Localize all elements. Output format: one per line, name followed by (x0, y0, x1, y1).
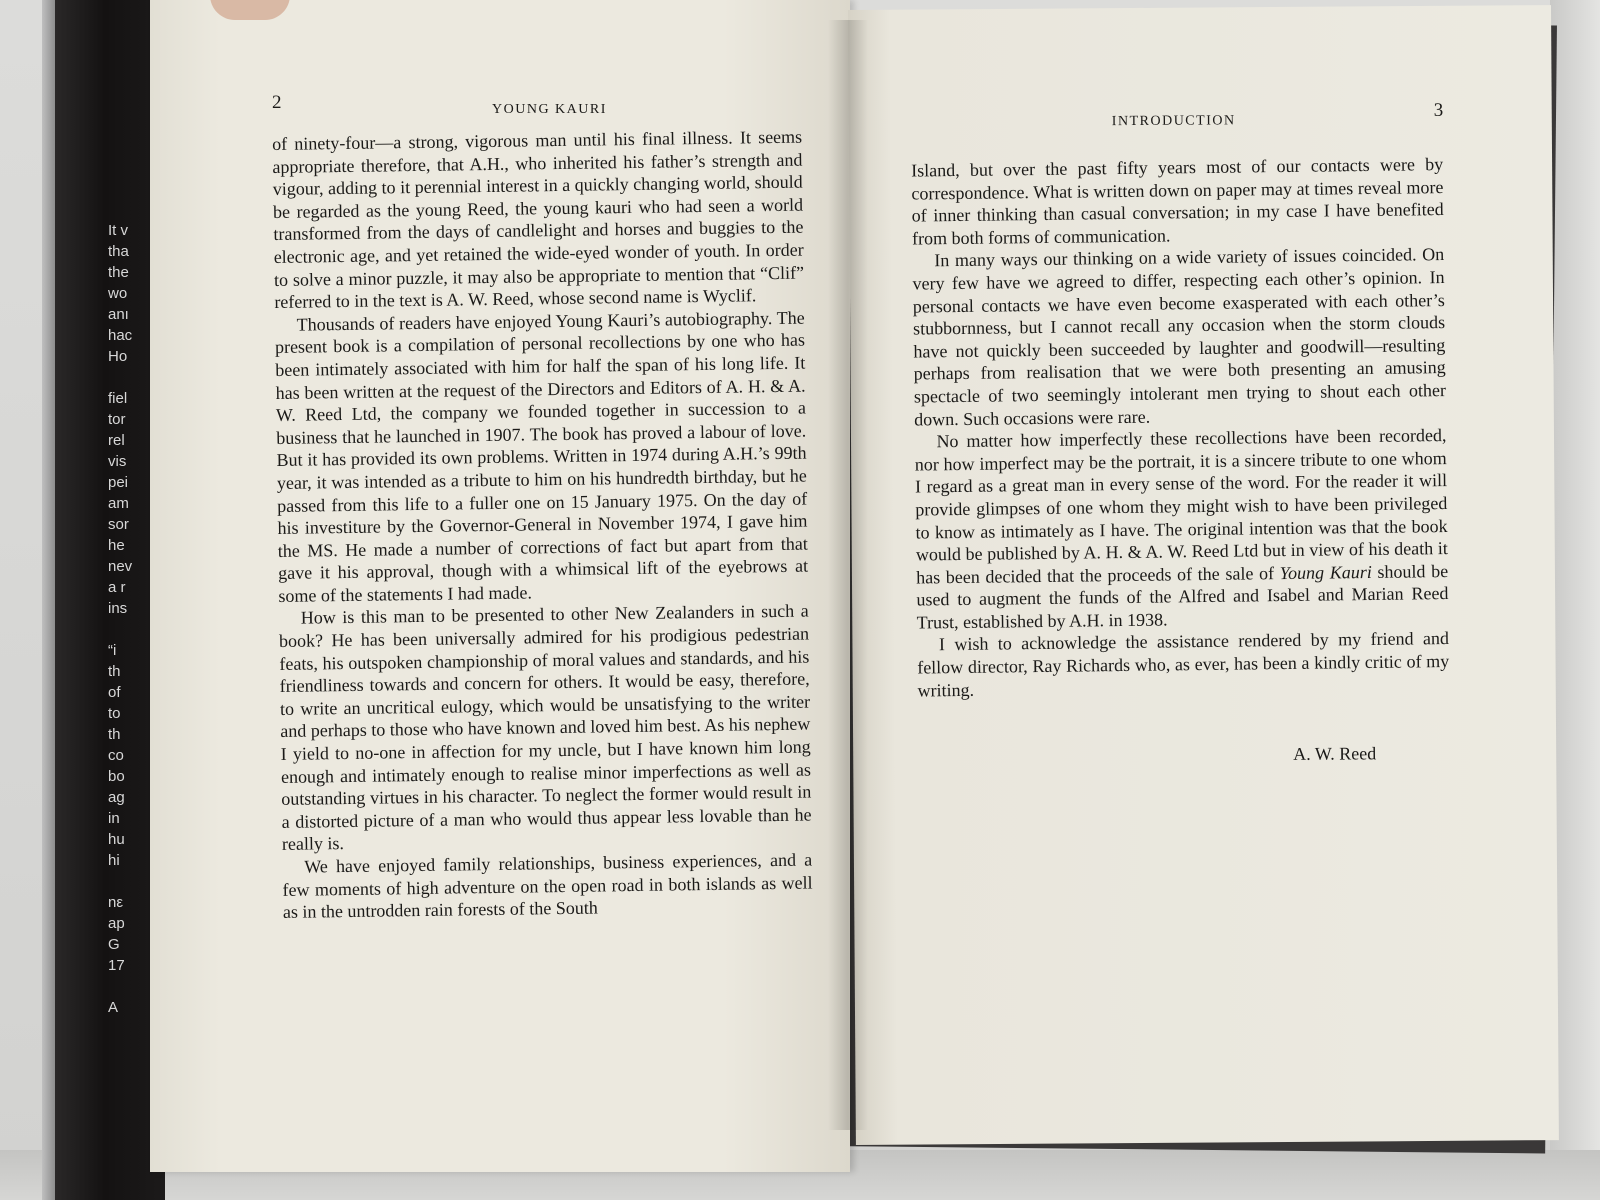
flap-text-fragment: th (108, 726, 121, 743)
flap-text-fragment: hu (108, 831, 125, 848)
left-page-body (272, 126, 813, 924)
dust-jacket-flap-text (108, 220, 150, 1040)
flap-text-fragment: nε (108, 894, 124, 911)
flap-text-fragment: rel (108, 432, 125, 449)
book-gutter (828, 20, 868, 1130)
flap-text-fragment: vis (108, 453, 127, 470)
flap-text-fragment: to (108, 705, 121, 722)
book-title: Young Kauri (1279, 561, 1372, 583)
flap-text-fragment: 17 (108, 957, 125, 974)
flap-text-fragment: pei (108, 474, 129, 491)
right-page-body (911, 153, 1450, 702)
flap-text-fragment: Ho (108, 348, 128, 365)
flap-text-fragment: the (108, 264, 129, 281)
flap-text-fragment: am (108, 495, 129, 512)
flap-text-fragment: nev (108, 558, 133, 575)
paragraph-text: No matter how imperfectly these recollections have been recorded, nor how imperfect may be the portrait, it is a sincere tribute to one whom I regard as a great man in every sense of the word. For the reader it will provide glimpses of one whom they might wish to have been privileged to know as intimately as I have. The original intention was that the book would be published by A. H. & A. W. Reed Ltd but in view of his death it has been decided that the proceeds of the sale of (914, 425, 1448, 588)
paragraph-text: should be used to augment the funds of the Alfred and Isabel and Marian Reed Trust, established by A.H. in 1938. (916, 560, 1449, 633)
page-number: 2 (272, 92, 282, 113)
flap-text-fragment: ag (108, 789, 125, 806)
flap-text-fragment: ap (108, 915, 125, 932)
right-page (848, 5, 1559, 1145)
paragraph: I wish to acknowledge the assistance rendered by my friend and fellow director, Ray Richards who, as ever, has been a kindly critic of my writing. (917, 628, 1450, 701)
flap-text-fragment: A (108, 999, 119, 1016)
flap-text-fragment: anı (108, 306, 129, 323)
flap-text-fragment: he (108, 537, 125, 554)
running-head: YOUNG KAURI (492, 102, 607, 117)
flap-text-fragment (108, 619, 150, 640)
flap-text-fragment: wo (108, 285, 128, 302)
flap-text-fragment: of (108, 684, 121, 701)
left-page (150, 0, 850, 1172)
flap-text-fragment: bo (108, 768, 125, 785)
paragraph: In many ways our thinking on a wide variety of issues coincided. On very few have we agreed to differ, respecting each other’s opinion. In personal contacts we have even become exasperated with each other’s stubbornness, but I cannot recall any occasion when the storm clouds have not quickly been succeeded by laughter and goodwill—resulting perhaps from realisation that we were both presenting an amusing spectacle of two seemingly intolerant men trying to shout each other down. Such occasions were rare. (912, 244, 1447, 430)
paragraph: Island, but over the past fifty years most of our contacts were by correspondence. What is written down on paper may at times reveal more of inner thinking than casual conversation; in my case I have benefited from both forms of communication. (911, 154, 1444, 249)
flap-text-fragment: “i (108, 642, 117, 659)
paragraph: Thousands of readers have enjoyed Young Kauri’s autobiography. The present book is a compilation of personal recollections by one who has been intimately associated with him for half the span of his long life. It has been written at the request of the Directors and Editors of A. H. & A. W. Reed Ltd, the company we founded together in succession to a business that he launched in 1907. The book has proved a labour of love. But it has provided its own problems. Written in 1974 during A.H.’s 99th year, it was intended as a tribute to him on his hundredth birthday, but he passed from this life to a fuller one on 15 January 1975. On the day of his investiture by the Governor-General in November 1974, I gave him the MS. He made a number of corrections of fact but apart from that gave it his approval, though with a whimsical lift of the eyebrows at some of the statements I had made. (274, 307, 809, 606)
flap-text-fragment: hi (108, 852, 120, 869)
flap-text-fragment: hac (108, 327, 133, 344)
flap-text-fragment: th (108, 663, 121, 680)
flap-text-fragment (108, 871, 150, 892)
paragraph: of ninety-four—a strong, vigorous man until his final illness. It seems appropriate therefore, that A.H., who inherited his father’s strength and vigour, adding to it perennial interest in a quickly changing world, should be regarded as the young Reed, the young kauri who had seen a world transformed from the days of candlelight and horses and buggies to the electronic age, and yet retained the wide-eyed wonder of youth. In order to solve a minor puzzle, it may also be appropriate to mention that “Clif” referred to in the text is A. W. Reed, whose second name is Wyclif. (272, 126, 805, 313)
author-signature: A. W. Reed (1293, 743, 1377, 764)
book-cover-edge (42, 0, 56, 1200)
flap-text-fragment: It v (108, 222, 129, 239)
flap-text-fragment: co (108, 747, 124, 764)
flap-text-fragment: in (108, 810, 120, 827)
flap-text-fragment: a r (108, 579, 126, 596)
paragraph: We have enjoyed family relationships, business experiences, and a few moments of high adventure on the open road in both islands as well as in the untrodden rain forests of the South (282, 849, 813, 923)
paragraph: How is this man to be presented to other New Zealanders in such a book? He has been universally admired for his prodigious pedestrian feats, his outspoken championship of moral values and standards, and his friendliness towards and concern for others. It would be easy, therefore, to write an uncritical eulogy, which would be unsatisfying to the writer and perhaps to those who have known and loved him best. As his nephew I yield to no-one in affection for my uncle, but I have known him long enough and intimately enough to realise minor imperfections as well as outstanding virtues in his character. To neglect the former would result in a distorted picture of a man who would thus appear less lovable than he really is. (278, 601, 812, 855)
flap-text-fragment: sor (108, 516, 129, 533)
running-head: INTRODUCTION (1111, 113, 1236, 130)
flap-text-fragment: fiel (108, 390, 128, 407)
flap-text-fragment: ins (108, 600, 128, 617)
flap-text-fragment (108, 367, 150, 388)
paragraph (914, 424, 1448, 634)
flap-text-fragment: G (108, 936, 120, 953)
page-number: 3 (1433, 99, 1444, 121)
flap-text-fragment: tor (108, 411, 126, 428)
flap-text-fragment: tha (108, 243, 129, 260)
flap-text-fragment (108, 976, 150, 997)
